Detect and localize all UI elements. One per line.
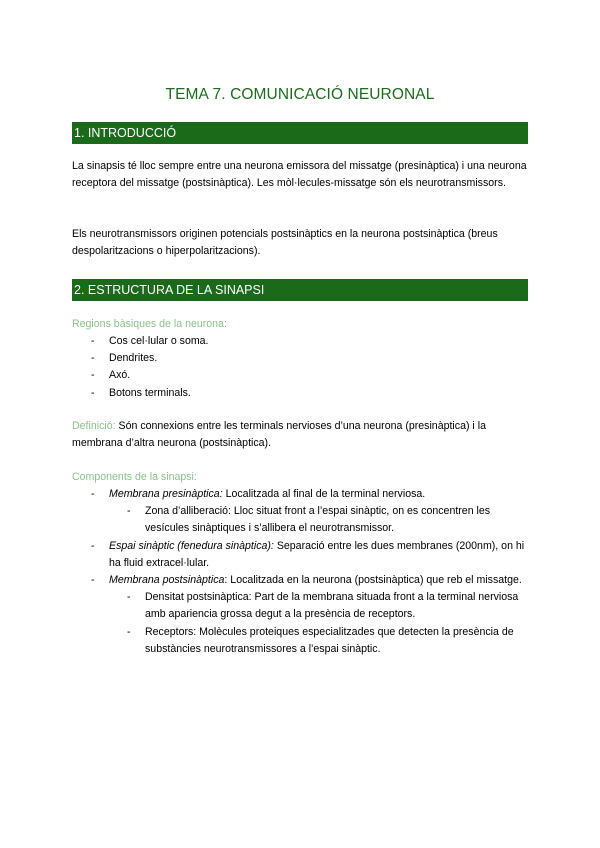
list-item: - Receptors: Molècules proteiques especialitzades que detecten la presència de substàncies neurotransmissores a l’espai sinàptic.	[127, 625, 514, 655]
intro-paragraph-2: Els neurotransmissors originen potencials postsinàptics en la neurona postsinàptica (breus despolaritzacions o hiperpolaritzacions).	[72, 228, 498, 258]
list-item: - Membrana postsinàptica: Localitzada en la neurona (postsinàptica) que reb el missatge.	[91, 574, 522, 587]
list-item: - Botons terminals.	[91, 386, 191, 399]
components-list	[72, 486, 528, 658]
regions-list	[72, 333, 528, 402]
list-item: - Axó.	[91, 369, 131, 382]
regions-label: Regions bàsiques de la neurona:	[72, 318, 227, 330]
intro-paragraph-1: La sinapsis té lloc sempre entre una neurona emissora del missatge (presinàptica) i una neurona receptora del missatge (postsinàptica). Les mòl·lecules-missatge són els neurotransmissors.	[72, 160, 527, 190]
list-item: - Espai sinàptic (fenedura sinàptica): Separació entre les dues membranes (200nm), on hi ha fluid extracel·lular.	[91, 539, 525, 569]
section-heading-estructura: 2. ESTRUCTURA DE LA SINAPSI	[72, 279, 528, 301]
list-item: - Dendrites.	[91, 352, 158, 365]
definition-paragraph	[72, 418, 528, 452]
components-label: Components de la sinapsi:	[72, 471, 197, 483]
list-item: - Cos cel·lular o soma.	[91, 335, 209, 347]
list-item: - Densitat postsinàptica: Part de la membrana situada front a la terminal nerviosa amb apariencia grossa degut a la presència de receptors.	[127, 591, 519, 621]
section-heading-introduccio: 1. INTRODUCCIÓ	[72, 122, 528, 144]
list-item: - Membrana presinàptica: Localitzada al final de la terminal nerviosa.	[91, 488, 426, 500]
page-title: TEMA 7. COMUNICACIÓ NEURONAL	[165, 86, 435, 103]
definition-text: Són connexions entre les terminals nervioses d’una neurona (presinàptica) i la membrana d’altra neurona (postsinàptica).	[72, 420, 486, 450]
list-item: - Zona d’alliberació: Lloc situat front a l’espai sinàptic, on es concentren les vesícules sinàptiques i s’allibera el neurotransmissor.	[127, 505, 491, 535]
definition-label: Definició:	[72, 420, 116, 432]
